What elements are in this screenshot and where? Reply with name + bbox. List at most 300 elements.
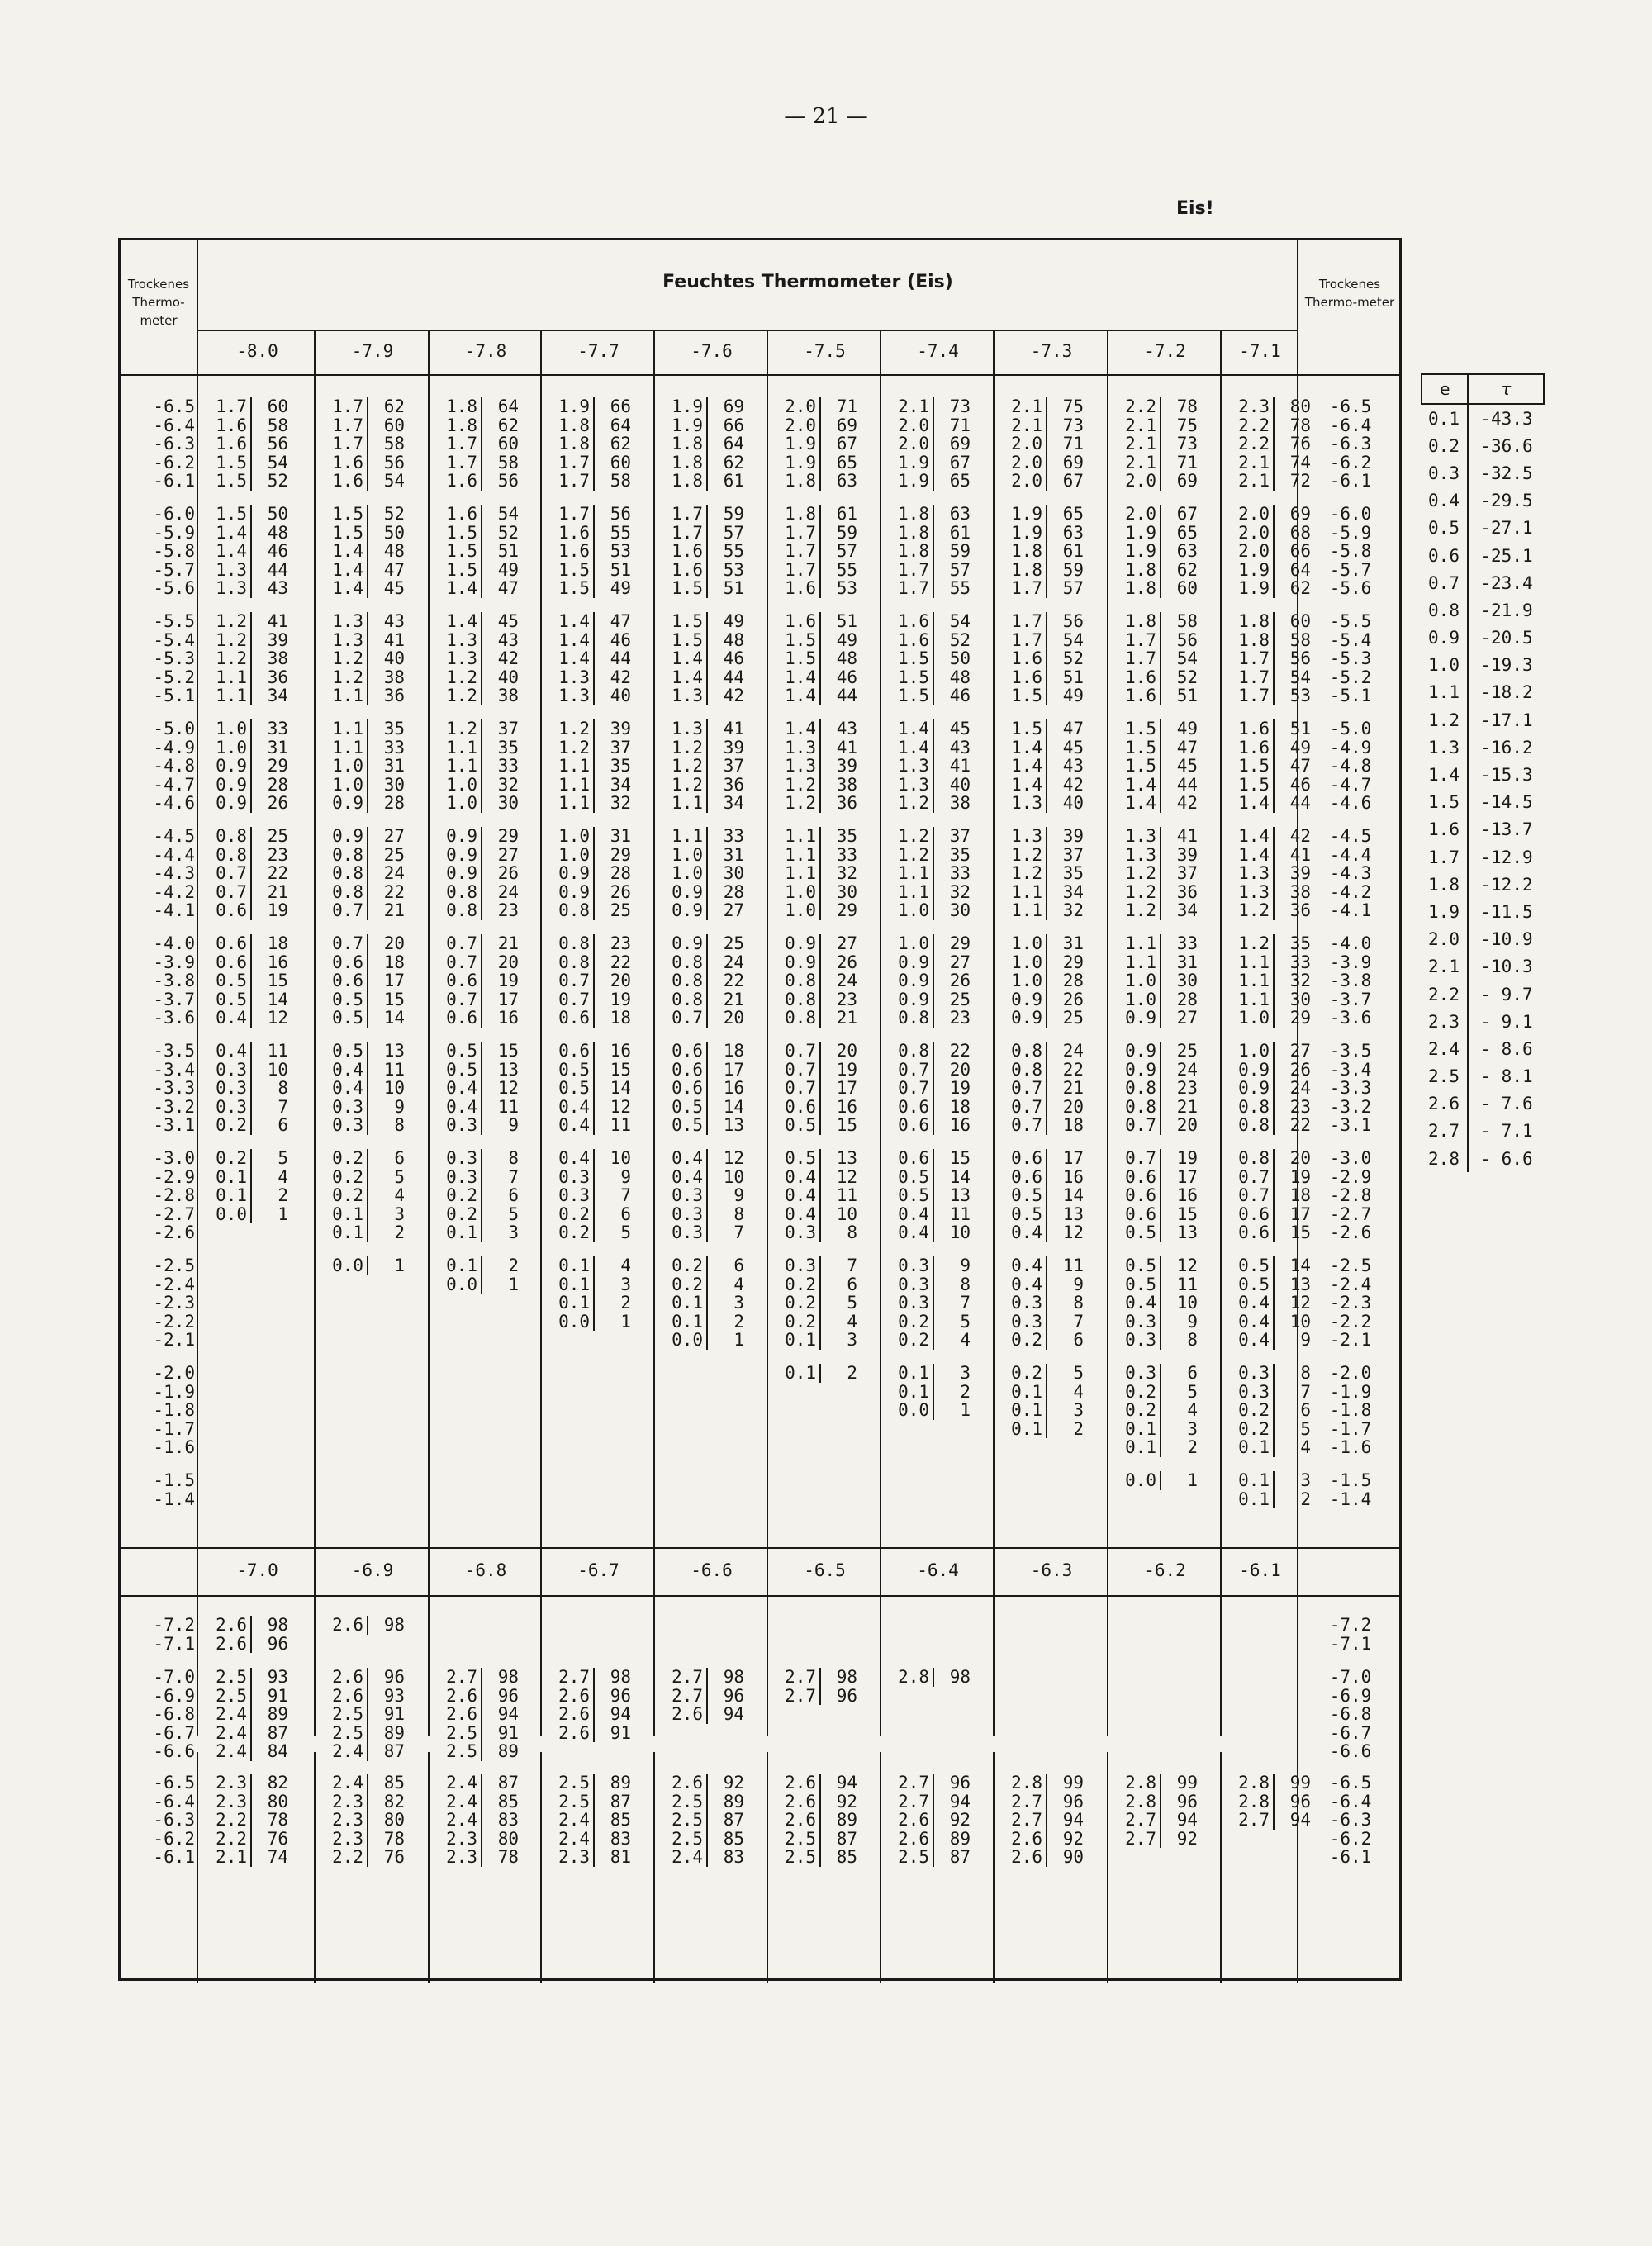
vapor-pressure-value: 0.2	[895, 1313, 934, 1332]
value-pair	[781, 1811, 857, 1830]
value-pair	[329, 416, 405, 435]
vapor-pressure-value: 0.6	[1235, 1223, 1275, 1242]
vapor-pressure-value: 1.2	[443, 686, 482, 705]
humidity-value: 93	[383, 1685, 405, 1706]
vapor-pressure-value: 1.0	[443, 776, 482, 795]
vapor-pressure-value: 1.3	[781, 757, 821, 776]
humidity-value: 36	[383, 686, 405, 705]
value-pair	[1008, 668, 1084, 687]
value-pair	[895, 1186, 971, 1205]
humidity-value: 4	[847, 1311, 857, 1332]
value-cell	[555, 505, 631, 598]
value-pair	[781, 719, 857, 738]
humidity-value: 43	[497, 629, 519, 650]
value-pair	[1122, 1168, 1198, 1187]
value-pair	[443, 542, 519, 561]
humidity-value: 6	[1187, 1363, 1198, 1383]
vapor-pressure-value: 2.5	[668, 1793, 708, 1812]
humidity-value: 78	[1176, 396, 1198, 416]
humidity-value: 27	[383, 826, 405, 846]
value-cell	[895, 1256, 971, 1350]
value-pair	[329, 1079, 405, 1098]
vapor-pressure-value: 1.7	[555, 472, 595, 491]
value-pair	[668, 971, 744, 990]
value-pair	[1008, 1364, 1084, 1383]
vapor-pressure-value: 0.3	[1235, 1364, 1275, 1383]
humidity-value: 89	[610, 1773, 631, 1793]
vapor-pressure-value: 1.7	[443, 453, 482, 472]
value-pair	[1122, 612, 1198, 631]
value-pair	[212, 1848, 288, 1867]
value-pair	[895, 1848, 971, 1867]
value-pair	[555, 505, 631, 524]
value-cell	[555, 1774, 631, 1867]
vapor-pressure-value: 1.5	[212, 472, 252, 491]
vapor-pressure-value: 1.9	[781, 453, 821, 472]
value-pair	[212, 472, 288, 491]
vapor-pressure-value: 2.6	[443, 1687, 482, 1706]
value-pair	[1008, 397, 1084, 416]
humidity-value: 28	[267, 774, 288, 795]
humidity-value: 98	[836, 1667, 857, 1687]
humidity-value: 9	[508, 1115, 519, 1135]
vapor-pressure-value: 1.2	[212, 612, 252, 631]
value-pair	[781, 472, 857, 491]
vapor-pressure-value: 1.7	[668, 524, 708, 543]
humidity-value: 44	[836, 686, 857, 705]
value-pair	[1235, 542, 1311, 561]
value-pair	[781, 397, 857, 416]
vapor-pressure-value: 1.8	[443, 416, 482, 435]
vapor-pressure-value: 1.3	[668, 719, 708, 738]
wet-temp-column-header: -6.3	[1030, 1560, 1073, 1580]
value-pair	[555, 864, 631, 883]
vapor-pressure-value: 0.9	[895, 971, 934, 990]
humidity-value: 5	[960, 1311, 971, 1332]
vapor-pressure-value: 2.5	[329, 1724, 368, 1743]
humidity-value: 55	[836, 559, 857, 580]
value-pair	[329, 1687, 405, 1706]
value-pair	[781, 453, 857, 472]
humidity-value: 87	[723, 1810, 744, 1830]
humidity-value: 56	[1176, 629, 1198, 650]
value-cell	[1008, 397, 1084, 491]
humidity-value: 74	[267, 1847, 288, 1867]
value-pair	[212, 1149, 288, 1168]
humidity-value: 46	[267, 541, 288, 561]
vapor-pressure-value: 1.0	[1235, 1042, 1275, 1061]
value-pair	[212, 561, 288, 580]
humidity-value: 98	[949, 1667, 971, 1687]
humidity-value: 24	[497, 881, 519, 902]
value-pair	[555, 1811, 631, 1830]
value-pair	[1008, 1401, 1084, 1420]
vapor-pressure-value: 2.7	[1008, 1793, 1047, 1812]
column-divider	[653, 331, 655, 1736]
vapor-pressure-value: 1.6	[329, 453, 368, 472]
value-cell	[212, 719, 288, 813]
value-cell	[1122, 1471, 1198, 1490]
value-pair	[555, 794, 631, 813]
value-pair	[668, 1774, 744, 1793]
humidity-value: 91	[267, 1685, 288, 1706]
humidity-value: 29	[610, 844, 631, 865]
humidity-value: 4	[620, 1256, 631, 1275]
humidity-value: 1	[1187, 1470, 1198, 1490]
vapor-pressure-value: 2.7	[443, 1668, 482, 1687]
vapor-pressure-value: 1.7	[1122, 631, 1161, 650]
value-pair	[895, 1079, 971, 1098]
vapor-pressure-value: 0.2	[781, 1313, 821, 1332]
humidity-value: 2	[620, 1293, 631, 1313]
e-value: 0.8	[1428, 600, 1460, 620]
humidity-value: 33	[267, 719, 288, 738]
humidity-value: 8	[1187, 1330, 1198, 1350]
humidity-value: 78	[1289, 415, 1311, 435]
value-pair	[781, 1331, 857, 1350]
vapor-pressure-value: 0.8	[329, 883, 368, 902]
humidity-value: 51	[1062, 667, 1084, 687]
humidity-value: 1	[394, 1256, 405, 1275]
value-pair	[1008, 1168, 1084, 1187]
e-tau-row	[1421, 1008, 1545, 1035]
value-cell	[212, 827, 288, 920]
vapor-pressure-value: 0.2	[1235, 1420, 1275, 1439]
vapor-pressure-value: 1.4	[1235, 827, 1275, 846]
dry-temp-labels-left: -5.0 -4.9 -4.8 -4.7 -4.6	[153, 719, 195, 813]
dry-temp-labels-right: -6.0 -5.9 -5.8 -5.7 -5.6	[1329, 504, 1372, 598]
vapor-pressure-value: 0.4	[895, 1223, 934, 1242]
vapor-pressure-value: 0.1	[443, 1223, 482, 1242]
vapor-pressure-value: 0.3	[668, 1186, 708, 1205]
vapor-pressure-value: 0.4	[781, 1205, 821, 1224]
humidity-value: 51	[497, 541, 519, 561]
humidity-value: 7	[508, 1166, 519, 1187]
humidity-value: 18	[383, 952, 405, 972]
value-cell	[895, 612, 971, 705]
value-pair	[1122, 1079, 1198, 1098]
value-pair	[443, 472, 519, 491]
value-pair	[443, 864, 519, 883]
value-pair	[1122, 864, 1198, 883]
vapor-pressure-value: 1.4	[443, 579, 482, 598]
value-pair	[1122, 719, 1198, 738]
vapor-pressure-value: 1.1	[1235, 990, 1275, 1009]
vapor-pressure-value: 1.5	[781, 631, 821, 650]
value-cell	[329, 1149, 405, 1242]
humidity-value: 35	[610, 756, 631, 776]
vapor-pressure-value: 1.9	[781, 434, 821, 453]
vapor-pressure-value: 0.6	[895, 1116, 934, 1135]
vapor-pressure-value: 2.5	[781, 1848, 821, 1867]
value-pair	[1122, 1420, 1198, 1439]
vapor-pressure-value: 1.5	[443, 542, 482, 561]
value-pair	[329, 757, 405, 776]
value-cell	[668, 827, 744, 920]
vapor-pressure-value: 0.2	[668, 1256, 708, 1275]
dry-thermometer-header-left: Trockenes Thermo-meter	[127, 277, 190, 328]
wet-thermometer-header: Feuchtes Thermometer (Eis)	[662, 272, 953, 292]
vapor-pressure-value: 1.9	[895, 472, 934, 491]
value-cell	[212, 397, 288, 491]
humidity-value: 8	[508, 1148, 519, 1168]
vapor-pressure-value: 1.7	[1235, 686, 1275, 705]
value-pair	[212, 579, 288, 598]
humidity-value: 16	[610, 1041, 631, 1061]
vapor-pressure-value: 0.4	[212, 1042, 252, 1061]
vapor-pressure-value: 0.2	[329, 1168, 368, 1187]
humidity-value: 28	[723, 881, 744, 902]
vapor-pressure-value: 0.6	[329, 953, 368, 972]
value-pair	[781, 1275, 857, 1294]
humidity-value: 40	[1062, 793, 1084, 813]
vapor-pressure-value: 0.5	[1235, 1275, 1275, 1294]
vapor-pressure-value: 1.6	[668, 542, 708, 561]
vapor-pressure-value: 0.8	[1235, 1116, 1275, 1135]
value-pair	[1008, 542, 1084, 561]
tau-header: τ	[1467, 375, 1543, 403]
value-pair	[1008, 561, 1084, 580]
vapor-pressure-value: 0.6	[443, 1009, 482, 1028]
vapor-pressure-value: 2.3	[212, 1793, 252, 1812]
vapor-pressure-value: 0.8	[781, 990, 821, 1009]
value-pair	[781, 1186, 857, 1205]
vapor-pressure-value: 2.5	[668, 1811, 708, 1830]
tau-value: -15.3	[1467, 761, 1545, 788]
humidity-value: 17	[723, 1059, 744, 1080]
vapor-pressure-value: 1.1	[329, 738, 368, 757]
vapor-pressure-value: 2.4	[212, 1724, 252, 1743]
vapor-pressure-value: 0.8	[1008, 1061, 1047, 1080]
value-pair	[212, 846, 288, 865]
value-cell	[895, 505, 971, 598]
vapor-pressure-value: 2.1	[1122, 453, 1161, 472]
value-pair	[329, 1774, 405, 1793]
vapor-pressure-value: 1.6	[1122, 668, 1161, 687]
humidity-value: 74	[1289, 452, 1311, 472]
humidity-value: 78	[267, 1810, 288, 1830]
tau-value: - 9.7	[1467, 981, 1545, 1008]
vapor-pressure-value: 0.7	[1122, 1116, 1161, 1135]
vapor-pressure-value: 0.7	[443, 953, 482, 972]
value-pair	[1235, 1294, 1311, 1313]
vapor-pressure-value: 2.5	[781, 1830, 821, 1849]
value-cell	[1008, 505, 1084, 598]
vapor-pressure-value: 1.7	[895, 579, 934, 598]
vapor-pressure-value: 1.3	[1235, 864, 1275, 883]
value-pair	[443, 794, 519, 813]
humidity-value: 91	[497, 1722, 519, 1743]
humidity-value: 52	[497, 522, 519, 543]
vapor-pressure-value: 0.4	[781, 1186, 821, 1205]
value-pair	[329, 1742, 405, 1761]
value-pair	[1008, 505, 1084, 524]
vapor-pressure-value: 0.3	[1122, 1331, 1161, 1350]
vapor-pressure-value: 1.6	[555, 524, 595, 543]
value-pair	[212, 776, 288, 795]
humidity-value: 59	[949, 541, 971, 561]
value-pair	[781, 1848, 857, 1867]
dry-temp-labels-right: -4.5 -4.4 -4.3 -4.2 -4.1	[1329, 826, 1372, 920]
vapor-pressure-value: 1.2	[443, 668, 482, 687]
humidity-value: 21	[383, 900, 405, 920]
vapor-pressure-value: 0.3	[668, 1223, 708, 1242]
vapor-pressure-value: 1.7	[1235, 668, 1275, 687]
humidity-value: 47	[1176, 737, 1198, 757]
value-cell	[329, 1616, 405, 1635]
humidity-value: 3	[394, 1204, 405, 1224]
vapor-pressure-value: 1.6	[895, 612, 934, 631]
e-tau-row	[1421, 926, 1545, 953]
vapor-pressure-value: 1.2	[668, 757, 708, 776]
vapor-pressure-value: 1.5	[1122, 738, 1161, 757]
vapor-pressure-value: 1.1	[1235, 953, 1275, 972]
value-pair	[1008, 971, 1084, 990]
humidity-value: 30	[497, 793, 519, 813]
value-pair	[329, 901, 405, 920]
value-pair	[329, 1256, 405, 1275]
vapor-pressure-value: 0.9	[668, 883, 708, 902]
humidity-value: 43	[836, 719, 857, 738]
vapor-pressure-value: 1.1	[443, 738, 482, 757]
value-pair	[329, 1223, 405, 1242]
humidity-value: 96	[949, 1773, 971, 1793]
humidity-value: 7	[733, 1223, 744, 1242]
value-cell	[895, 1668, 971, 1687]
vapor-pressure-value: 1.5	[895, 668, 934, 687]
value-pair	[1008, 1830, 1084, 1849]
vapor-pressure-value: 2.2	[1235, 416, 1275, 435]
vapor-pressure-value: 1.2	[443, 719, 482, 738]
value-pair	[1122, 472, 1198, 491]
vapor-pressure-value: 2.0	[1008, 453, 1047, 472]
value-pair	[668, 776, 744, 795]
humidity-value: 29	[949, 933, 971, 953]
humidity-value: 33	[383, 737, 405, 757]
humidity-value: 67	[1062, 471, 1084, 491]
vapor-pressure-value: 2.8	[1235, 1774, 1275, 1793]
humidity-value: 57	[836, 541, 857, 561]
humidity-value: 47	[1289, 756, 1311, 776]
vapor-pressure-value: 1.3	[555, 668, 595, 687]
humidity-value: 3	[508, 1223, 519, 1242]
value-pair	[1122, 1313, 1198, 1332]
value-cell	[329, 1668, 405, 1761]
value-pair	[1008, 1205, 1084, 1224]
vapor-pressure-value: 2.0	[1235, 524, 1275, 543]
vapor-pressure-value: 0.2	[1008, 1364, 1047, 1383]
value-pair	[781, 971, 857, 990]
vapor-pressure-value: 0.9	[895, 953, 934, 972]
vapor-pressure-value: 1.8	[1235, 612, 1275, 631]
vapor-pressure-value: 1.0	[668, 846, 708, 865]
humidity-value: 30	[383, 774, 405, 795]
value-pair	[668, 1116, 744, 1135]
value-cell	[212, 1042, 288, 1135]
value-pair	[1122, 883, 1198, 902]
dry-temp-labels-left: -4.0 -3.9 -3.8 -3.7 -3.6	[153, 933, 195, 1028]
vapor-pressure-value: 0.8	[668, 953, 708, 972]
value-pair	[443, 668, 519, 687]
tau-value: -27.1	[1467, 515, 1545, 542]
value-pair	[1008, 1383, 1084, 1402]
humidity-value: 10	[949, 1223, 971, 1242]
tau-value: -25.1	[1467, 542, 1545, 569]
vapor-pressure-value: 1.9	[1235, 579, 1275, 598]
value-pair	[212, 1042, 288, 1061]
value-pair	[443, 524, 519, 543]
humidity-value: 89	[267, 1704, 288, 1724]
vapor-pressure-value: 0.4	[895, 1205, 934, 1224]
humidity-value: 23	[1176, 1078, 1198, 1098]
value-cell	[895, 397, 971, 491]
value-cell	[329, 505, 405, 598]
value-pair	[1008, 1774, 1084, 1793]
vapor-pressure-value: 2.3	[443, 1830, 482, 1849]
value-cell	[895, 1774, 971, 1867]
humidity-value: 38	[836, 774, 857, 795]
humidity-value: 5	[1300, 1418, 1311, 1439]
vapor-pressure-value: 1.3	[1008, 827, 1047, 846]
vapor-pressure-value: 0.1	[555, 1275, 595, 1294]
vapor-pressure-value: 2.2	[1122, 397, 1161, 416]
value-cell	[1008, 1364, 1084, 1438]
e-value: 0.9	[1428, 628, 1460, 648]
vapor-pressure-value: 1.5	[1235, 776, 1275, 795]
dry-temp-labels-left: -3.5 -3.4 -3.3 -3.2 -3.1	[153, 1041, 195, 1135]
vapor-pressure-value: 0.9	[443, 864, 482, 883]
vapor-pressure-value: 2.6	[329, 1616, 368, 1635]
value-pair	[212, 1079, 288, 1098]
humidity-value: 2	[508, 1256, 519, 1275]
humidity-value: 54	[267, 452, 288, 472]
humidity-value: 21	[1176, 1096, 1198, 1117]
vapor-pressure-value: 2.6	[781, 1774, 821, 1793]
value-pair	[1008, 1116, 1084, 1135]
value-pair	[555, 686, 631, 705]
vapor-pressure-value: 0.5	[668, 1116, 708, 1135]
value-cell	[1008, 1042, 1084, 1135]
value-pair	[668, 524, 744, 543]
value-pair	[1122, 1061, 1198, 1080]
value-cell	[1122, 1774, 1198, 1848]
vapor-pressure-value: 0.3	[212, 1079, 252, 1098]
value-cell	[1122, 1364, 1198, 1457]
vapor-pressure-value: 2.6	[443, 1705, 482, 1724]
vapor-pressure-value: 2.5	[668, 1830, 708, 1849]
humidity-value: 17	[497, 989, 519, 1009]
humidity-value: 41	[949, 756, 971, 776]
value-pair	[555, 1116, 631, 1135]
vapor-pressure-value: 0.5	[212, 971, 252, 990]
vapor-pressure-value: 0.2	[555, 1205, 595, 1224]
humidity-value: 11	[1176, 1274, 1198, 1294]
value-pair	[781, 668, 857, 687]
vapor-pressure-value: 0.3	[555, 1168, 595, 1187]
humidity-value: 45	[383, 578, 405, 598]
value-pair	[443, 579, 519, 598]
value-pair	[895, 1168, 971, 1187]
humidity-value: 8	[278, 1078, 288, 1098]
humidity-value: 51	[836, 611, 857, 631]
value-cell	[212, 1774, 288, 1867]
value-pair	[1008, 827, 1084, 846]
vapor-pressure-value: 2.6	[895, 1830, 934, 1849]
vapor-pressure-value: 1.8	[1122, 612, 1161, 631]
value-pair	[895, 1061, 971, 1080]
value-cell	[555, 1149, 631, 1242]
value-pair	[212, 1793, 288, 1812]
